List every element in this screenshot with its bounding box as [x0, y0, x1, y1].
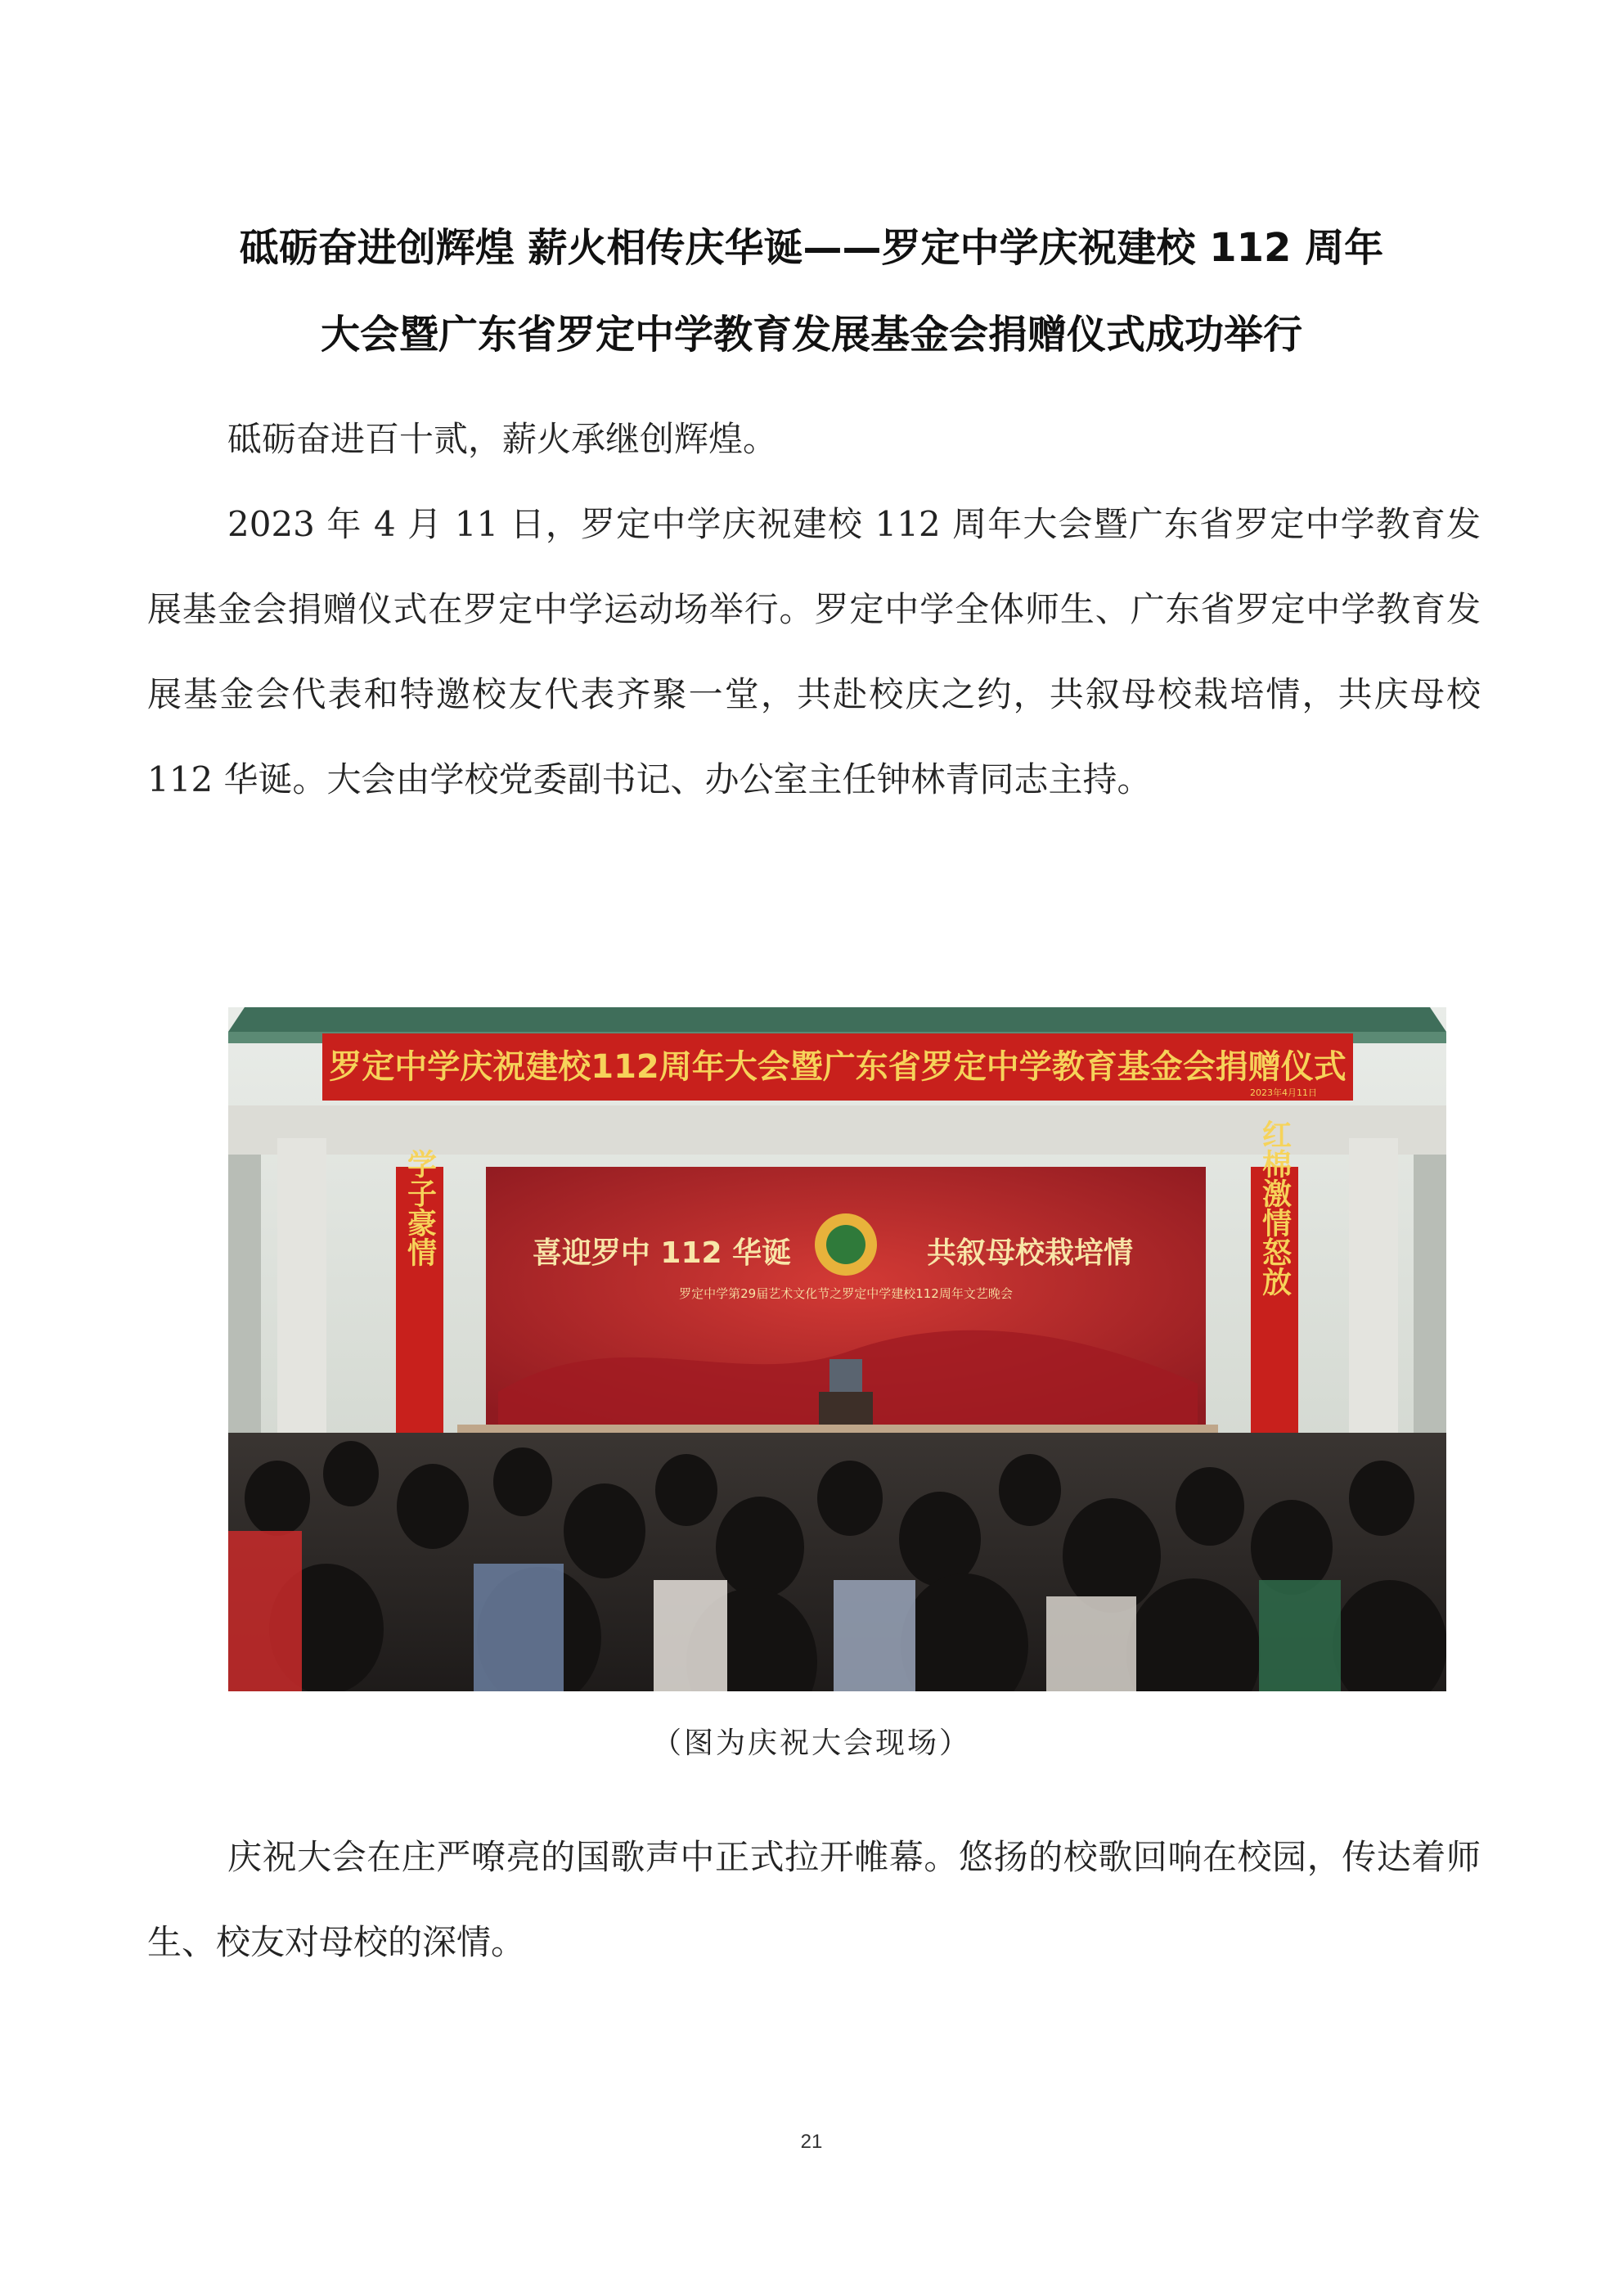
- banner-text: 罗定中学庆祝建校112周年大会暨广东省罗定中学教育基金会捐赠仪式: [329, 1048, 1347, 1086]
- backdrop-right-text: 共叙母校栽培情: [926, 1236, 1134, 1270]
- photo-caption: （图为庆祝大会现场）: [651, 1727, 971, 1760]
- page-number: 21: [800, 2131, 823, 2153]
- title-line-1: 砥砺奋进创辉煌 薪火相传庆华诞——罗定中学庆祝建校 112 周年: [239, 225, 1384, 271]
- ceremony-photo: [228, 1007, 1446, 1691]
- backdrop-left-text: 喜迎罗中 112 华诞: [532, 1236, 792, 1270]
- title-line-2: 大会暨广东省罗定中学教育发展基金会捐赠仪式成功举行: [320, 312, 1302, 358]
- paragraph-intro: 砥砺奋进百十贰，薪火承继创辉煌。: [227, 419, 778, 459]
- backdrop-subtitle: 罗定中学第29届艺术文化节之罗定中学建校112周年文艺晚会: [679, 1286, 1013, 1301]
- right-pillar-text: 红棉激情怒放: [1257, 1119, 1292, 1296]
- left-pillar-text: 学子豪情: [402, 1149, 437, 1267]
- paragraph-event: 2023 年 4 月 11 日，罗定中学庆祝建校 112 周年大会暨广东省罗定中学教育发展基金会捐赠仪式在罗定中学运动场举行。罗定中学全体师生、广东省罗定中学教育发展基金会代表和特邀校友代表齐聚一堂，共赴校庆之约，共叙母校栽培情，共庆母校 112 华诞。大会由学校党委副书记、办公室主任钟林青同志主持。: [147, 504, 1481, 799]
- top-banner: [322, 1033, 1353, 1101]
- paragraph-anthem: 庆祝大会在庄严嘹亮的国歌声中正式拉开帷幕。悠扬的校歌回响在校园，传达着师生、校友对母校的深情。: [147, 1837, 1481, 1962]
- banner-date: 2023年4月11日: [1250, 1087, 1317, 1098]
- article-title: [98, 205, 1525, 378]
